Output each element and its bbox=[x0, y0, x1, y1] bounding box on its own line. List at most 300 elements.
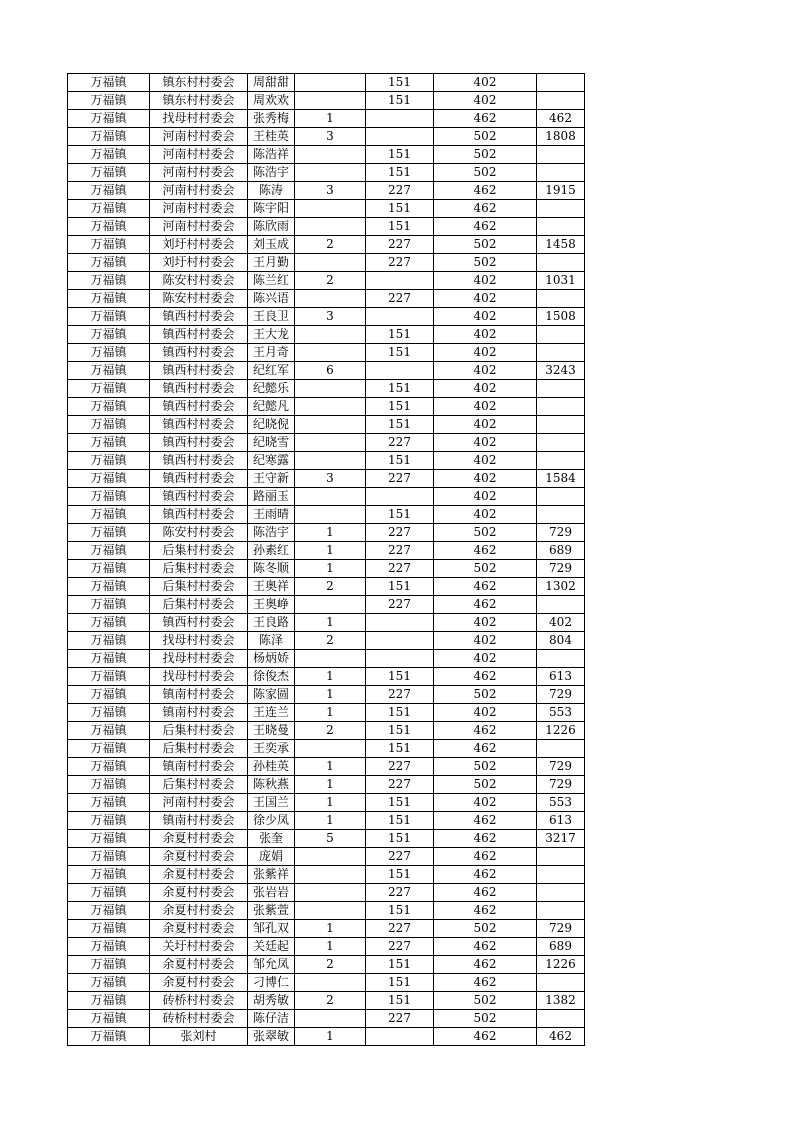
name-cell: 陈仔洁 bbox=[248, 1010, 295, 1028]
village-cell: 镇南村村委会 bbox=[150, 812, 248, 830]
village-cell: 陈安村村委会 bbox=[150, 272, 248, 290]
count-cell bbox=[295, 290, 366, 308]
total-cell bbox=[537, 434, 585, 452]
total-cell: 1584 bbox=[537, 470, 585, 488]
total-cell bbox=[537, 164, 585, 182]
table-row bbox=[68, 686, 585, 704]
value-b-cell: 462 bbox=[434, 812, 537, 830]
total-cell: 3243 bbox=[537, 362, 585, 380]
town-cell: 万福镇 bbox=[68, 614, 150, 632]
total-cell: 3217 bbox=[537, 830, 585, 848]
table-row bbox=[68, 254, 585, 272]
village-cell: 镇西村村委会 bbox=[150, 614, 248, 632]
name-cell: 王桂英 bbox=[248, 128, 295, 146]
count-cell: 1 bbox=[295, 668, 366, 686]
name-cell: 孙桂英 bbox=[248, 758, 295, 776]
value-b-cell: 462 bbox=[434, 866, 537, 884]
value-a-cell: 227 bbox=[366, 542, 434, 560]
table-row bbox=[68, 794, 585, 812]
town-cell: 万福镇 bbox=[68, 740, 150, 758]
village-cell: 镇西村村委会 bbox=[150, 488, 248, 506]
count-cell: 2 bbox=[295, 992, 366, 1010]
count-cell: 3 bbox=[295, 128, 366, 146]
value-b-cell: 402 bbox=[434, 326, 537, 344]
count-cell bbox=[295, 326, 366, 344]
town-cell: 万福镇 bbox=[68, 704, 150, 722]
village-cell: 后集村村委会 bbox=[150, 596, 248, 614]
table-row bbox=[68, 1010, 585, 1028]
village-cell: 余夏村村委会 bbox=[150, 956, 248, 974]
value-b-cell: 402 bbox=[434, 380, 537, 398]
value-b-cell: 502 bbox=[434, 686, 537, 704]
town-cell: 万福镇 bbox=[68, 974, 150, 992]
name-cell: 周欢欢 bbox=[248, 92, 295, 110]
name-cell: 邹孔双 bbox=[248, 920, 295, 938]
value-a-cell: 227 bbox=[366, 434, 434, 452]
count-cell bbox=[295, 974, 366, 992]
table-row bbox=[68, 380, 585, 398]
value-b-cell: 462 bbox=[434, 830, 537, 848]
count-cell: 2 bbox=[295, 578, 366, 596]
village-cell: 后集村村委会 bbox=[150, 542, 248, 560]
value-a-cell: 151 bbox=[366, 722, 434, 740]
total-cell bbox=[537, 740, 585, 758]
value-b-cell: 402 bbox=[434, 470, 537, 488]
name-cell: 纪寒露 bbox=[248, 452, 295, 470]
table-row bbox=[68, 776, 585, 794]
value-a-cell bbox=[366, 272, 434, 290]
table-row bbox=[68, 884, 585, 902]
table-row bbox=[68, 398, 585, 416]
value-a-cell: 151 bbox=[366, 74, 434, 92]
count-cell bbox=[295, 344, 366, 362]
name-cell: 王连兰 bbox=[248, 704, 295, 722]
count-cell: 1 bbox=[295, 920, 366, 938]
table-row bbox=[68, 326, 585, 344]
name-cell: 杨炳娇 bbox=[248, 650, 295, 668]
count-cell: 2 bbox=[295, 956, 366, 974]
value-a-cell: 227 bbox=[366, 524, 434, 542]
table-row bbox=[68, 290, 585, 308]
town-cell: 万福镇 bbox=[68, 416, 150, 434]
value-a-cell: 151 bbox=[366, 92, 434, 110]
village-cell: 镇南村村委会 bbox=[150, 704, 248, 722]
count-cell bbox=[295, 740, 366, 758]
count-cell: 1 bbox=[295, 776, 366, 794]
total-cell bbox=[537, 596, 585, 614]
village-cell: 镇西村村委会 bbox=[150, 434, 248, 452]
town-cell: 万福镇 bbox=[68, 812, 150, 830]
table-row bbox=[68, 110, 585, 128]
village-cell: 镇西村村委会 bbox=[150, 398, 248, 416]
value-a-cell bbox=[366, 614, 434, 632]
table-row bbox=[68, 902, 585, 920]
name-cell: 纪晓雪 bbox=[248, 434, 295, 452]
value-b-cell: 402 bbox=[434, 452, 537, 470]
village-cell: 砖桥村村委会 bbox=[150, 992, 248, 1010]
table-row bbox=[68, 308, 585, 326]
value-b-cell: 402 bbox=[434, 398, 537, 416]
town-cell: 万福镇 bbox=[68, 344, 150, 362]
value-a-cell: 151 bbox=[366, 164, 434, 182]
count-cell bbox=[295, 1010, 366, 1028]
value-a-cell: 151 bbox=[366, 200, 434, 218]
village-cell: 河南村村委会 bbox=[150, 218, 248, 236]
value-b-cell: 462 bbox=[434, 722, 537, 740]
table-row bbox=[68, 182, 585, 200]
total-cell bbox=[537, 506, 585, 524]
town-cell: 万福镇 bbox=[68, 290, 150, 308]
count-cell bbox=[295, 92, 366, 110]
total-cell: 729 bbox=[537, 686, 585, 704]
total-cell: 689 bbox=[537, 542, 585, 560]
village-cell: 镇东村村委会 bbox=[150, 74, 248, 92]
name-cell: 胡秀敏 bbox=[248, 992, 295, 1010]
value-b-cell: 502 bbox=[434, 164, 537, 182]
count-cell bbox=[295, 596, 366, 614]
name-cell: 路丽玉 bbox=[248, 488, 295, 506]
value-a-cell: 227 bbox=[366, 848, 434, 866]
total-cell: 729 bbox=[537, 560, 585, 578]
table-row bbox=[68, 560, 585, 578]
name-cell: 王雨晴 bbox=[248, 506, 295, 524]
name-cell: 陈涛 bbox=[248, 182, 295, 200]
town-cell: 万福镇 bbox=[68, 794, 150, 812]
count-cell: 1 bbox=[295, 812, 366, 830]
town-cell: 万福镇 bbox=[68, 92, 150, 110]
value-b-cell: 502 bbox=[434, 524, 537, 542]
name-cell: 陈欣雨 bbox=[248, 218, 295, 236]
town-cell: 万福镇 bbox=[68, 308, 150, 326]
table-row bbox=[68, 938, 585, 956]
total-cell: 689 bbox=[537, 938, 585, 956]
table-row bbox=[68, 866, 585, 884]
value-b-cell: 402 bbox=[434, 794, 537, 812]
village-cell: 找母村村委会 bbox=[150, 650, 248, 668]
total-cell bbox=[537, 416, 585, 434]
village-cell: 陈安村村委会 bbox=[150, 524, 248, 542]
town-cell: 万福镇 bbox=[68, 938, 150, 956]
town-cell: 万福镇 bbox=[68, 524, 150, 542]
village-cell: 后集村村委会 bbox=[150, 776, 248, 794]
count-cell bbox=[295, 866, 366, 884]
count-cell: 2 bbox=[295, 236, 366, 254]
value-b-cell: 462 bbox=[434, 956, 537, 974]
value-b-cell: 402 bbox=[434, 488, 537, 506]
name-cell: 刘玉成 bbox=[248, 236, 295, 254]
value-a-cell: 151 bbox=[366, 218, 434, 236]
total-cell: 1808 bbox=[537, 128, 585, 146]
count-cell: 1 bbox=[295, 524, 366, 542]
value-b-cell: 462 bbox=[434, 668, 537, 686]
count-cell bbox=[295, 452, 366, 470]
total-cell bbox=[537, 254, 585, 272]
name-cell: 张紫萱 bbox=[248, 902, 295, 920]
total-cell bbox=[537, 146, 585, 164]
count-cell: 1 bbox=[295, 794, 366, 812]
total-cell: 402 bbox=[537, 614, 585, 632]
value-b-cell: 402 bbox=[434, 344, 537, 362]
value-b-cell: 462 bbox=[434, 110, 537, 128]
count-cell bbox=[295, 650, 366, 668]
table-row bbox=[68, 74, 585, 92]
name-cell: 纪晓倪 bbox=[248, 416, 295, 434]
value-a-cell: 227 bbox=[366, 686, 434, 704]
town-cell: 万福镇 bbox=[68, 848, 150, 866]
value-a-cell: 227 bbox=[366, 758, 434, 776]
value-b-cell: 462 bbox=[434, 200, 537, 218]
name-cell: 陈兴语 bbox=[248, 290, 295, 308]
village-cell: 镇南村村委会 bbox=[150, 758, 248, 776]
value-b-cell: 462 bbox=[434, 182, 537, 200]
table-row bbox=[68, 704, 585, 722]
table-row bbox=[68, 578, 585, 596]
count-cell bbox=[295, 146, 366, 164]
total-cell bbox=[537, 974, 585, 992]
count-cell bbox=[295, 848, 366, 866]
village-cell: 镇西村村委会 bbox=[150, 308, 248, 326]
town-cell: 万福镇 bbox=[68, 1010, 150, 1028]
value-a-cell bbox=[366, 362, 434, 380]
count-cell: 6 bbox=[295, 362, 366, 380]
value-a-cell: 227 bbox=[366, 920, 434, 938]
name-cell: 孙素红 bbox=[248, 542, 295, 560]
village-cell: 余夏村村委会 bbox=[150, 884, 248, 902]
count-cell: 1 bbox=[295, 1028, 366, 1046]
value-b-cell: 402 bbox=[434, 704, 537, 722]
town-cell: 万福镇 bbox=[68, 578, 150, 596]
value-b-cell: 402 bbox=[434, 362, 537, 380]
count-cell bbox=[295, 488, 366, 506]
table-row bbox=[68, 1028, 585, 1046]
value-b-cell: 402 bbox=[434, 506, 537, 524]
total-cell: 462 bbox=[537, 1028, 585, 1046]
value-b-cell: 462 bbox=[434, 902, 537, 920]
value-b-cell: 502 bbox=[434, 776, 537, 794]
town-cell: 万福镇 bbox=[68, 758, 150, 776]
village-cell: 陈安村村委会 bbox=[150, 290, 248, 308]
count-cell: 1 bbox=[295, 938, 366, 956]
name-cell: 张翠敏 bbox=[248, 1028, 295, 1046]
table-row bbox=[68, 488, 585, 506]
count-cell bbox=[295, 380, 366, 398]
table-row bbox=[68, 164, 585, 182]
table-row bbox=[68, 452, 585, 470]
table-row bbox=[68, 596, 585, 614]
count-cell: 3 bbox=[295, 308, 366, 326]
name-cell: 陈冬顺 bbox=[248, 560, 295, 578]
value-b-cell: 462 bbox=[434, 848, 537, 866]
village-cell: 镇西村村委会 bbox=[150, 362, 248, 380]
total-cell bbox=[537, 218, 585, 236]
value-a-cell: 151 bbox=[366, 380, 434, 398]
name-cell: 陈家圆 bbox=[248, 686, 295, 704]
town-cell: 万福镇 bbox=[68, 218, 150, 236]
village-cell: 余夏村村委会 bbox=[150, 866, 248, 884]
table-row bbox=[68, 524, 585, 542]
town-cell: 万福镇 bbox=[68, 200, 150, 218]
name-cell: 徐俊杰 bbox=[248, 668, 295, 686]
table-row bbox=[68, 362, 585, 380]
town-cell: 万福镇 bbox=[68, 164, 150, 182]
town-cell: 万福镇 bbox=[68, 650, 150, 668]
table-row bbox=[68, 128, 585, 146]
town-cell: 万福镇 bbox=[68, 830, 150, 848]
total-cell: 1508 bbox=[537, 308, 585, 326]
town-cell: 万福镇 bbox=[68, 884, 150, 902]
value-b-cell: 462 bbox=[434, 884, 537, 902]
name-cell: 陈秋燕 bbox=[248, 776, 295, 794]
value-b-cell: 502 bbox=[434, 128, 537, 146]
value-a-cell: 151 bbox=[366, 740, 434, 758]
total-cell: 729 bbox=[537, 524, 585, 542]
value-b-cell: 402 bbox=[434, 272, 537, 290]
value-a-cell: 151 bbox=[366, 668, 434, 686]
value-b-cell: 502 bbox=[434, 146, 537, 164]
value-b-cell: 502 bbox=[434, 758, 537, 776]
total-cell: 553 bbox=[537, 794, 585, 812]
value-b-cell: 502 bbox=[434, 236, 537, 254]
town-cell: 万福镇 bbox=[68, 74, 150, 92]
value-a-cell: 151 bbox=[366, 992, 434, 1010]
total-cell: 1302 bbox=[537, 578, 585, 596]
town-cell: 万福镇 bbox=[68, 110, 150, 128]
table-row bbox=[68, 848, 585, 866]
town-cell: 万福镇 bbox=[68, 506, 150, 524]
table-row bbox=[68, 974, 585, 992]
count-cell bbox=[295, 254, 366, 272]
count-cell: 2 bbox=[295, 722, 366, 740]
value-b-cell: 402 bbox=[434, 308, 537, 326]
total-cell: 1458 bbox=[537, 236, 585, 254]
town-cell: 万福镇 bbox=[68, 362, 150, 380]
village-cell: 河南村村委会 bbox=[150, 146, 248, 164]
total-cell: 613 bbox=[537, 812, 585, 830]
town-cell: 万福镇 bbox=[68, 920, 150, 938]
count-cell bbox=[295, 218, 366, 236]
town-cell: 万福镇 bbox=[68, 398, 150, 416]
table-row bbox=[68, 506, 585, 524]
value-a-cell: 227 bbox=[366, 470, 434, 488]
town-cell: 万福镇 bbox=[68, 686, 150, 704]
value-b-cell: 462 bbox=[434, 578, 537, 596]
value-a-cell: 151 bbox=[366, 398, 434, 416]
total-cell: 462 bbox=[537, 110, 585, 128]
town-cell: 万福镇 bbox=[68, 326, 150, 344]
name-cell: 纪懿凡 bbox=[248, 398, 295, 416]
value-a-cell: 151 bbox=[366, 506, 434, 524]
value-a-cell: 227 bbox=[366, 254, 434, 272]
name-cell: 关廷起 bbox=[248, 938, 295, 956]
name-cell: 陈浩宇 bbox=[248, 524, 295, 542]
value-b-cell: 402 bbox=[434, 650, 537, 668]
total-cell bbox=[537, 74, 585, 92]
count-cell: 5 bbox=[295, 830, 366, 848]
value-a-cell: 151 bbox=[366, 794, 434, 812]
table-row bbox=[68, 920, 585, 938]
value-a-cell: 227 bbox=[366, 776, 434, 794]
name-cell: 陈兰红 bbox=[248, 272, 295, 290]
village-cell: 余夏村村委会 bbox=[150, 848, 248, 866]
name-cell: 王月勤 bbox=[248, 254, 295, 272]
total-cell bbox=[537, 398, 585, 416]
total-cell bbox=[537, 200, 585, 218]
name-cell: 邹允凤 bbox=[248, 956, 295, 974]
value-a-cell: 151 bbox=[366, 830, 434, 848]
total-cell: 1915 bbox=[537, 182, 585, 200]
town-cell: 万福镇 bbox=[68, 632, 150, 650]
table-body bbox=[68, 74, 585, 1046]
name-cell: 王奥祥 bbox=[248, 578, 295, 596]
town-cell: 万福镇 bbox=[68, 956, 150, 974]
village-cell: 镇西村村委会 bbox=[150, 416, 248, 434]
village-cell: 后集村村委会 bbox=[150, 560, 248, 578]
count-cell: 1 bbox=[295, 704, 366, 722]
total-cell bbox=[537, 488, 585, 506]
value-a-cell: 227 bbox=[366, 938, 434, 956]
village-cell: 镇南村村委会 bbox=[150, 686, 248, 704]
table-row bbox=[68, 722, 585, 740]
value-b-cell: 462 bbox=[434, 740, 537, 758]
name-cell: 王国兰 bbox=[248, 794, 295, 812]
village-cell: 后集村村委会 bbox=[150, 740, 248, 758]
total-cell bbox=[537, 380, 585, 398]
village-cell: 镇西村村委会 bbox=[150, 326, 248, 344]
village-cell: 镇西村村委会 bbox=[150, 344, 248, 362]
table-row bbox=[68, 650, 585, 668]
value-b-cell: 462 bbox=[434, 218, 537, 236]
table-row bbox=[68, 200, 585, 218]
table-row bbox=[68, 614, 585, 632]
total-cell: 729 bbox=[537, 776, 585, 794]
count-cell: 1 bbox=[295, 542, 366, 560]
value-a-cell bbox=[366, 650, 434, 668]
village-cell: 镇西村村委会 bbox=[150, 506, 248, 524]
name-cell: 庞娟 bbox=[248, 848, 295, 866]
value-b-cell: 462 bbox=[434, 1028, 537, 1046]
count-cell: 2 bbox=[295, 272, 366, 290]
name-cell: 王晓曼 bbox=[248, 722, 295, 740]
count-cell: 1 bbox=[295, 110, 366, 128]
count-cell bbox=[295, 200, 366, 218]
village-cell: 找母村村委会 bbox=[150, 110, 248, 128]
total-cell bbox=[537, 92, 585, 110]
value-b-cell: 502 bbox=[434, 254, 537, 272]
value-a-cell: 227 bbox=[366, 182, 434, 200]
village-cell: 刘圩村村委会 bbox=[150, 236, 248, 254]
total-cell bbox=[537, 902, 585, 920]
total-cell bbox=[537, 290, 585, 308]
total-cell bbox=[537, 884, 585, 902]
village-cell: 余夏村村委会 bbox=[150, 920, 248, 938]
village-cell: 找母村村委会 bbox=[150, 668, 248, 686]
value-b-cell: 402 bbox=[434, 92, 537, 110]
total-cell bbox=[537, 866, 585, 884]
village-cell: 河南村村委会 bbox=[150, 182, 248, 200]
value-a-cell: 151 bbox=[366, 812, 434, 830]
total-cell: 1031 bbox=[537, 272, 585, 290]
name-cell: 陈泽 bbox=[248, 632, 295, 650]
value-b-cell: 402 bbox=[434, 74, 537, 92]
count-cell: 3 bbox=[295, 182, 366, 200]
count-cell bbox=[295, 434, 366, 452]
value-a-cell: 227 bbox=[366, 290, 434, 308]
total-cell bbox=[537, 650, 585, 668]
town-cell: 万福镇 bbox=[68, 488, 150, 506]
town-cell: 万福镇 bbox=[68, 380, 150, 398]
table-row bbox=[68, 542, 585, 560]
town-cell: 万福镇 bbox=[68, 668, 150, 686]
